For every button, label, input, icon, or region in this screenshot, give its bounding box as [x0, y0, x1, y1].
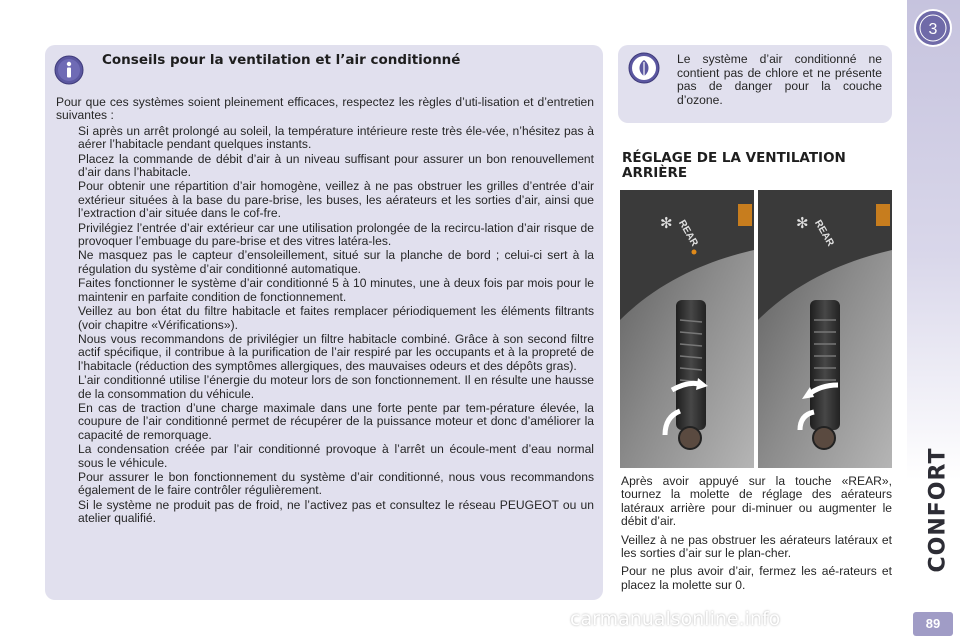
advice-item	[56, 222, 594, 249]
svg-text:✻: ✻	[660, 215, 673, 232]
rear-label-left: REAR	[676, 218, 700, 249]
advice-intro: Pour que ces systèmes soient pleinement efficaces, respectez les règles d’uti-lisation et d’entretien suivantes :	[56, 95, 594, 123]
advice-body	[56, 96, 594, 527]
svg-text:✻: ✻	[796, 215, 809, 232]
advice-item	[56, 499, 594, 526]
advice-item-text: Pour assurer le bon fonctionnement du système d’air conditionné, nous vous recommandons également de le faire contrôler régulièrement.	[78, 469, 594, 498]
watermark: carmanualsonline.info	[570, 608, 781, 630]
advice-item-continuation: Placez la commande de débit d’air à un niveau suffisant pour assurer un bon renouvellement d’air dans l’habitacle.	[78, 151, 594, 180]
advice-item	[56, 125, 594, 152]
advice-item	[56, 305, 594, 332]
advice-item-continuation: La condensation créée par l’air conditionné provoque à l’arrêt un écoule-ment d’eau normal sous le véhicule.	[78, 442, 594, 470]
instruction-paragraph: Après avoir appuyé sur la touche «REAR», tournez la molette de réglage des aérateurs latéraux arrière pour di-minuer ou augmenter le débit d’air.	[621, 474, 892, 529]
chapter-number: 3	[928, 21, 938, 38]
advice-item-continuation: Nous vous recommandons de privilégier un filtre habitacle combiné. Grâce à son second filtre actif spécifique, il contribue à la purification de l’air respiré par les occupants et à la propreté de l’habitacle (réduction des symptômes allergiques, des mauvaises odeurs et des dépôts gras).	[78, 331, 594, 373]
instruction-paragraph: Veillez à ne pas obstruer les aérateurs latéraux et les sorties d’air sur le plan-cher.	[621, 532, 892, 561]
advice-item	[56, 180, 594, 220]
advice-item-text: Si après un arrêt prolongé au soleil, la température intérieure reste très éle-vée, n’hésitez pas à aérer l’habitacle pendant quelques instants.	[78, 123, 594, 152]
advice-title: Conseils pour la ventilation et l’air conditionné	[102, 52, 461, 68]
advice-list	[56, 125, 594, 526]
chapter-badge	[913, 8, 953, 48]
advice-item-continuation: En cas de traction d’une charge maximale dans une forte pente par tem-pérature élevée, la coupure de l’air conditionné permet de récupérer de la puissance moteur et donc d’améliorer la capacité de remorquage.	[78, 400, 594, 442]
instruction-paragraph: Pour ne plus avoir d’air, fermez les aé-rateurs et placez la molette sur 0.	[621, 564, 892, 592]
info-icon	[54, 55, 84, 85]
advice-item-text: Veillez au bon état du filtre habitacle et faites remplacer périodiquement les éléments filtrants (voir chapitre «Vérifications»).	[78, 304, 594, 332]
advice-item-text: Faites fonctionner le système d’air conditionné 5 à 10 minutes, une à deux fois par mois pour le maintenir en parfaite condition de fonctionnement.	[78, 276, 594, 304]
page-number: 89	[913, 612, 953, 636]
advice-item	[56, 249, 594, 276]
rear-vent-instructions	[621, 475, 892, 597]
rear-vent-photo	[620, 190, 892, 468]
advice-item	[56, 374, 594, 401]
advice-item-text: L’air conditionné utilise l’énergie du moteur lors de son fonctionnement. Il en résulte une hausse de la consommation du véhicule.	[78, 373, 594, 401]
rear-label-right: REAR	[812, 218, 836, 249]
advice-item-text: Ne masquez pas le capteur d’ensoleillement, situé sur la planche de bord ; celui-ci sert à la régulation du système d’air conditionné automatique.	[78, 248, 594, 276]
advice-item-text: Si le système ne produit pas de froid, ne l’activez pas et consultez le réseau PEUGEOT ou un atelier qualifié.	[78, 497, 594, 526]
advice-item	[56, 471, 594, 498]
eco-note-text: Le système d’air conditionné ne contient pas de chlore et ne présente pas de danger pour la couche d’ozone.	[677, 52, 882, 107]
advice-item-text: Pour obtenir une répartition d’air homogène, veillez à ne pas obstruer les grilles d’entrée d’air extérieur situées à la base du pare-brise, les buses, les aérateurs et les sorties d’air, ainsi que l’extraction d’air située dans le cof-fre.	[78, 179, 594, 221]
eco-leaf-icon	[628, 52, 660, 84]
chapter-label: CONFORT	[925, 447, 951, 573]
advice-item-text: Privilégiez l’entrée d’air extérieur car une utilisation prolongée de la recircu-lation d’air risque de provoquer l’embuage du pare-brise et des vitres latéra-les.	[78, 220, 594, 249]
advice-item	[56, 277, 594, 304]
section-title: RÉGLAGE DE LA VENTILATION ARRIÈRE	[622, 150, 846, 181]
